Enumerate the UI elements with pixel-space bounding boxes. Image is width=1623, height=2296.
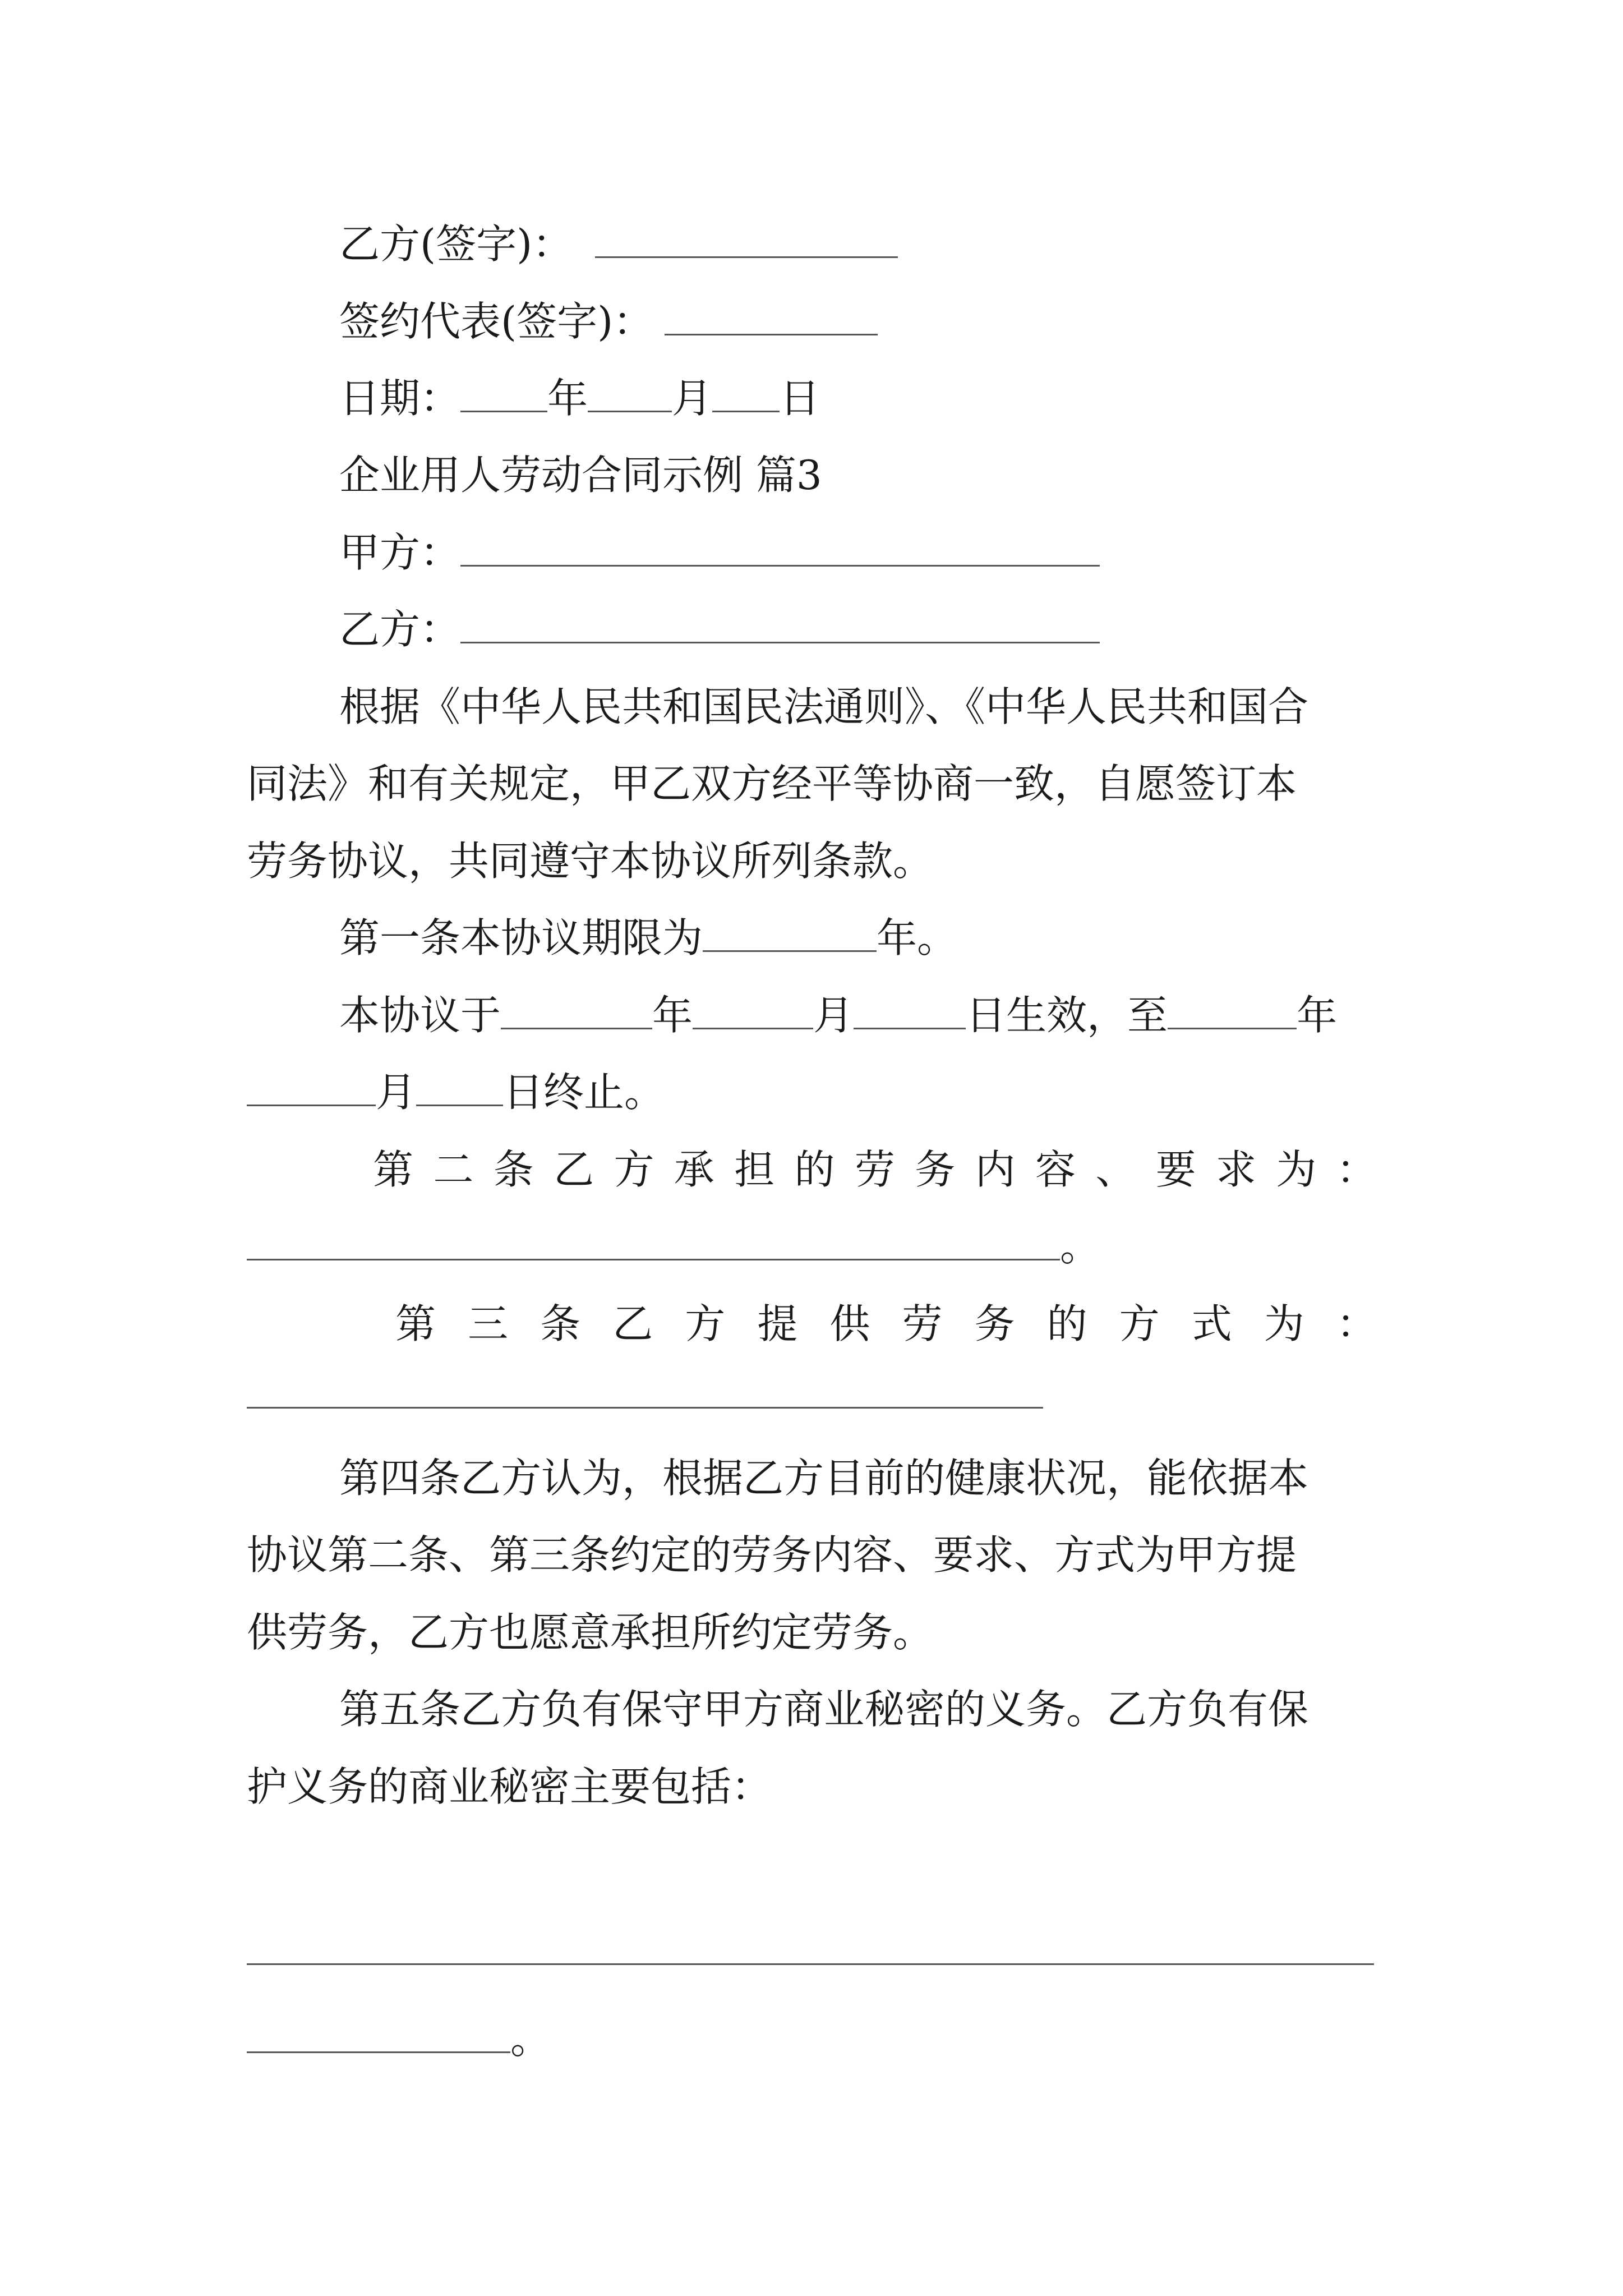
party-a-blank[interactable] (460, 530, 1100, 567)
article-2-blank-line (247, 1218, 1100, 1274)
start-month-label: 月 (813, 992, 854, 1039)
article-5-line-2: 护义务的商业秘密主要包括： (247, 1763, 772, 1810)
start-year-blank[interactable] (501, 993, 652, 1029)
article-3-char: 的 (1046, 1300, 1087, 1347)
article-2-char: 务 (915, 1146, 956, 1193)
rep-signature-label: 签约代表(签字)： (339, 298, 654, 345)
article-2-char: 劳 (854, 1146, 895, 1193)
party-a-line (339, 524, 1100, 581)
party-b-signature-blank[interactable] (595, 222, 898, 258)
article-1-l2-prefix: 本协议于 (339, 992, 501, 1039)
section-heading: 企业用人劳动合同示例 篇3 (339, 452, 822, 499)
article-2-heading (373, 1142, 1377, 1198)
rep-signature-blank[interactable] (665, 299, 878, 335)
effective-label: 日生效，至 (966, 992, 1168, 1039)
date-line (339, 370, 820, 426)
end-label: 日终止。 (503, 1069, 665, 1116)
article-1-suffix: 年。 (877, 914, 958, 961)
article-3-char: 供 (829, 1300, 870, 1347)
article-1-line-3 (247, 1064, 665, 1120)
date-day-blank[interactable] (712, 376, 780, 412)
party-b-signature-label: 乙方(签字)： (339, 220, 573, 268)
trade-secrets-blank-2[interactable] (247, 2017, 510, 2053)
date-month-blank[interactable] (588, 376, 672, 412)
article-1-line-1 (339, 910, 957, 966)
article-2-char: 、 (1095, 1146, 1136, 1193)
date-day-label: 日 (780, 375, 820, 422)
date-year-label: 年 (547, 375, 588, 422)
trade-secrets-blank-1[interactable] (247, 1963, 1374, 1965)
article-3-char: 第 (395, 1300, 436, 1347)
article-2-char: 担 (734, 1146, 775, 1193)
article-4-line-2: 协议第二条、第三条约定的劳务内容、要求、方式为甲方提 (247, 1531, 1297, 1579)
article-3-char: 式 (1191, 1300, 1232, 1347)
article-2-char: 求 (1216, 1146, 1257, 1193)
article-3-char: 条 (540, 1300, 581, 1347)
start-month-blank[interactable] (693, 993, 813, 1029)
date-month-label: 月 (672, 375, 713, 422)
term-years-blank[interactable] (703, 915, 877, 952)
article-3-char: 三 (468, 1300, 509, 1347)
rep-signature-line (339, 293, 878, 349)
article-3-char: 方 (685, 1300, 726, 1347)
party-b-line (339, 601, 1100, 657)
article-4-line-3: 供劳务，乙方也愿意承担所约定劳务。 (247, 1609, 934, 1656)
article-2-char: 要 (1155, 1146, 1196, 1193)
start-year-label: 年 (652, 992, 693, 1039)
article-2-char: 的 (794, 1146, 835, 1193)
trade-secrets-end-line (247, 2011, 551, 2067)
start-day-blank[interactable] (854, 993, 966, 1029)
article-3-heading (395, 1296, 1377, 1352)
article-3-char: 务 (974, 1300, 1015, 1347)
end-month-blank[interactable] (247, 1070, 376, 1106)
party-a-label: 甲方： (339, 529, 461, 576)
article-2-char: 乙 (554, 1146, 594, 1193)
party-b-blank[interactable] (460, 607, 1100, 643)
end-year-blank[interactable] (1168, 993, 1297, 1029)
article-3-char: ： (1336, 1300, 1377, 1347)
article-2-char: 容 (1035, 1146, 1076, 1193)
article-2-char: 为 (1276, 1146, 1317, 1193)
end-year-label: 年 (1297, 992, 1338, 1039)
article-2-char: ： (1336, 1146, 1377, 1193)
article-3-char: 劳 (902, 1300, 943, 1347)
article-2-content-blank[interactable] (247, 1224, 1060, 1260)
article-2-char: 二 (433, 1146, 474, 1193)
article-3-char: 为 (1264, 1300, 1304, 1347)
party-b-signature-line (339, 216, 898, 272)
intro-line-2: 同法》和有关规定，甲乙双方经平等协商一致，自愿签订本 (247, 760, 1297, 807)
article-3-char: 提 (757, 1300, 798, 1347)
article-2-char: 内 (975, 1146, 1016, 1193)
article-2-char: 承 (674, 1146, 714, 1193)
article-2-end: 。 (1060, 1223, 1101, 1270)
intro-line-3: 劳务协议，共同遵守本协议所列条款。 (247, 838, 934, 885)
article-2-char: 条 (493, 1146, 534, 1193)
article-3-char: 方 (1119, 1300, 1160, 1347)
article-2-char: 第 (373, 1146, 414, 1193)
article-1-line-2 (339, 987, 1337, 1043)
date-year-blank[interactable] (460, 376, 547, 412)
end-month-label: 月 (376, 1069, 417, 1116)
article-5-end: 。 (510, 2016, 551, 2063)
article-1-prefix: 第一条本协议期限为 (339, 914, 703, 961)
article-3-content-blank[interactable] (247, 1407, 1043, 1409)
party-b-label: 乙方： (339, 606, 461, 653)
article-5-line-1: 第五条乙方负有保守甲方商业秘密的义务。乙方负有保 (339, 1686, 1309, 1733)
intro-line-1: 根据《中华人民共和国民法通则》、《中华人民共和国合 (339, 683, 1309, 730)
date-label: 日期： (339, 375, 461, 422)
article-2-char: 方 (614, 1146, 654, 1193)
article-4-line-1: 第四条乙方认为，根据乙方目前的健康状况，能依据本 (339, 1455, 1309, 1502)
article-3-char: 乙 (612, 1300, 653, 1347)
end-day-blank[interactable] (416, 1070, 503, 1106)
